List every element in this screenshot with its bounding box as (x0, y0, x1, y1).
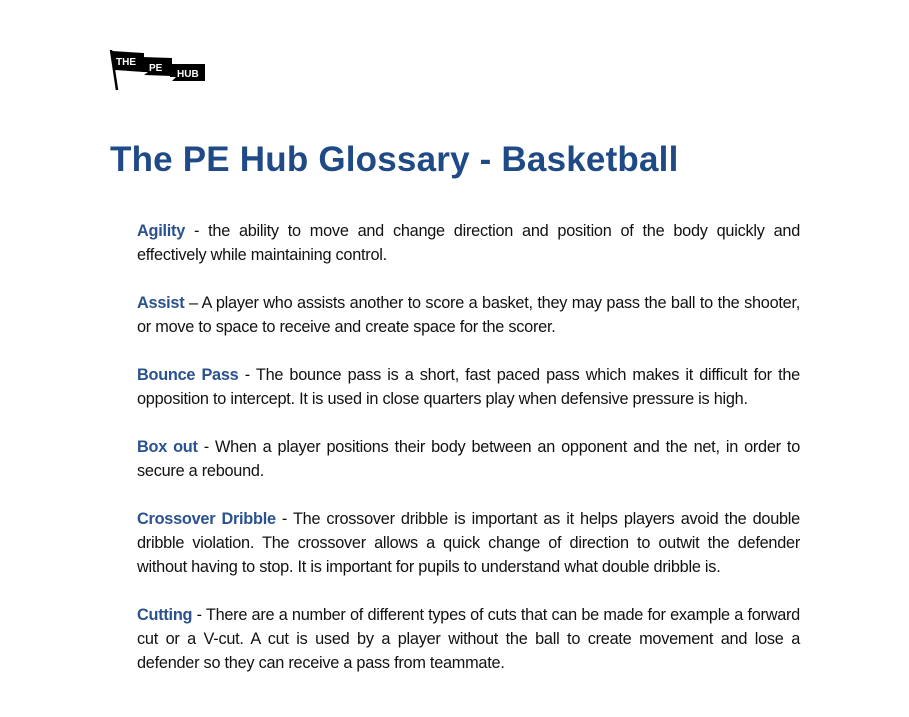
glossary-entry-bounce-pass (137, 363, 800, 411)
glossary-entry-assist (137, 291, 800, 339)
glossary-term: Assist (137, 294, 185, 312)
the-pe-hub-logo (108, 48, 208, 92)
flag-logo-icon (108, 48, 208, 92)
glossary-list (137, 219, 800, 699)
svg-text:PE: PE (149, 63, 163, 74)
glossary-entry-box-out (137, 435, 800, 483)
glossary-term: Bounce Pass (137, 366, 239, 384)
glossary-term: Agility (137, 222, 186, 240)
glossary-definition: When a player positions their body between an opponent and the net, in order to secure a rebound. (137, 438, 801, 480)
svg-text:HUB: HUB (177, 69, 199, 80)
glossary-entry-cutting (137, 603, 800, 675)
glossary-definition: There are a number of different types of cuts that can be made for example a forward cut or a V-cut. A cut is used by a player without the ball to create movement and lose a defender so they can receive a pass from teammate. (137, 606, 800, 672)
separator: - (197, 438, 216, 456)
glossary-term: Cutting (137, 606, 193, 624)
glossary-entry-crossover-dribble (137, 507, 800, 579)
separator: - (238, 366, 256, 384)
separator: - (192, 606, 206, 624)
glossary-term: Box out (137, 438, 198, 456)
glossary-definition: the ability to move and change direction and position of the body quickly and effectively while maintaining control. (137, 222, 801, 264)
glossary-definition: The bounce pass is a short, fast paced pass which makes it difficult for the opposition to intercept. It is used in close quarters play when defensive pressure is high. (137, 366, 800, 408)
glossary-term: Crossover Dribble (137, 510, 276, 528)
svg-text:THE: THE (116, 57, 136, 68)
separator: - (275, 510, 293, 528)
glossary-entry-agility (137, 219, 800, 267)
separator: – (184, 294, 202, 312)
glossary-definition: The crossover dribble is important as it helps players avoid the double dribble violation. The crossover allows a quick change of direction to outwit the defender without having to stop. It is important for pupils to understand what double dribble is. (137, 510, 800, 576)
glossary-definition: A player who assists another to score a basket, they may pass the ball to the shooter, or move to space to receive and create space for the scorer. (137, 294, 800, 336)
separator: - (185, 222, 209, 240)
page-title: The PE Hub Glossary - Basketball (110, 140, 679, 179)
